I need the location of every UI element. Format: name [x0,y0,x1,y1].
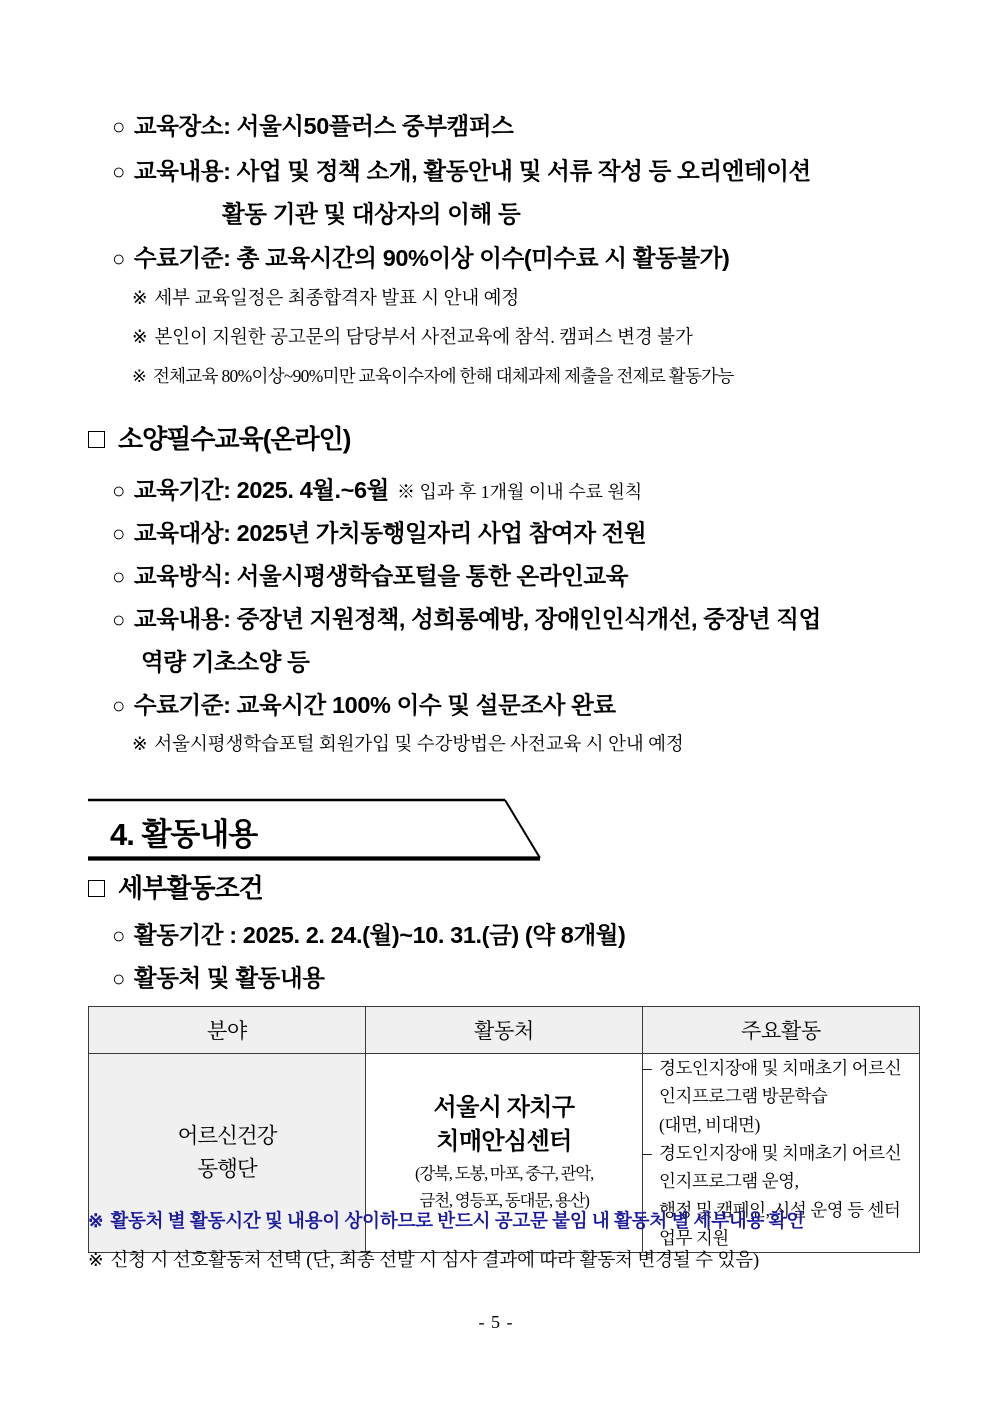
footnote-text: 신청 시 선호활동처 선택 (단, 최종 선발 시 심사 결과에 따라 활동처 변경될 수 있음) [110,1251,760,1271]
circle-bullet-icon: ○ [112,966,125,991]
circle-bullet-icon: ○ [112,923,125,948]
circle-bullet-icon: ○ [112,521,125,546]
cell-place-districts-line2: 금천, 영등포, 동대문, 용산) [419,1191,589,1211]
reference-mark-icon: ※ [132,289,148,309]
note-text: 서울시평생학습포털 회원가입 및 수강방법은 사전교육 시 안내 예정 [154,735,684,755]
note-text: 세부 교육일정은 최종합격자 발표 시 안내 예정 [154,289,520,309]
circle-bullet-icon: ○ [112,246,125,271]
bullet-inline-note: ※ 입과 후 1개월 이내 수료 원칙 [396,482,643,502]
page-number: - 5 - [478,1312,514,1332]
section-heading-label: 세부활동조건 [118,873,263,903]
table-header-row [89,1007,920,1054]
note-campus-change [132,329,693,348]
note-text: 본인이 지원한 공고문의 담당부서 사전교육에 참석. 캠퍼스 변경 불가 [154,328,693,348]
bullet-online-period [112,479,642,503]
bullet-completion-standard [112,247,729,271]
dash-bullet-icon: – [643,1143,652,1164]
reference-mark-icon: ※ [88,1212,104,1232]
square-box-icon [88,431,105,448]
activity-item-line1: 경도인지장애 및 치매초기 어르신 인지프로그램 운영, [659,1143,902,1192]
dash-bullet-icon: – [643,1058,652,1078]
reference-mark-icon: ※ [132,366,146,386]
activity-item-line2: (대면, 비대면) [659,1114,760,1135]
bullet-text: 교육내용: 사업 및 정책 소개, 활동안내 및 서류 작성 등 오리엔테이션 [133,158,811,184]
activity-table-head [89,1007,920,1054]
bullet-online-method [112,565,628,589]
section-banner-activity-content [88,798,548,860]
activity-item-line1: 경도인지장애 및 치매초기 어르신 인지프로그램 방문학습 [659,1058,902,1107]
bullet-text: 교육방식: 서울시평생학습포털을 통한 온라인교육 [133,563,629,589]
bullet-text: 교육기간: 2025. 4월.~6월 [133,477,389,503]
square-box-icon [88,880,105,897]
bullet-online-content [112,608,821,632]
section-heading-detail-conditions [88,875,263,901]
note-alternative-task [132,368,734,386]
activity-item [643,1139,919,1252]
banner-title: 4. 활동내용 [110,817,258,852]
cell-field-line1: 어르신건강 [177,1123,277,1148]
activity-item-text [659,1139,919,1252]
column-header-field: 분야 [89,1007,366,1054]
cell-place-title-line1: 서울시 자치구 [433,1095,575,1122]
reference-mark-icon: ※ [132,735,148,755]
circle-bullet-icon: ○ [112,159,125,184]
note-detail-schedule [132,290,519,309]
bullet-text: 교육내용: 중장년 지원정책, 성희롱예방, 장애인인식개선, 중장년 직업 [133,606,821,632]
reference-mark-icon: ※ [88,1251,104,1271]
bullet-text: 활동처 및 활동내용 [133,965,325,991]
section-heading-online-training [88,426,350,452]
bullet-online-target [112,522,646,546]
bullet-text: 활동기간 : 2025. 2. 24.(월)~10. 31.(금) (약 8개월) [133,922,626,948]
bullet-activity-period [112,924,626,948]
bullet-online-completion [112,694,616,718]
bullet-edu-location [112,115,513,139]
bullet-text: 활동 기관 및 대상자의 이해 등 [222,201,521,227]
circle-bullet-icon: ○ [112,478,125,503]
cell-field-line2: 동행단 [197,1157,257,1182]
footnote-text: 활동처 별 활동시간 및 내용이 상이하므로 반드시 공고문 붙임 내 활동처 별 세부내용 확인 [110,1212,804,1232]
circle-bullet-icon: ○ [112,693,125,718]
cell-place-title-line2: 치매안심센터 [436,1129,572,1156]
activity-item-line2: 행정 및 캠페인, 시설 운영 등 센터 업무 지원 [659,1199,901,1249]
activity-item-text [659,1054,919,1139]
footnote-preferred-place [88,1252,759,1271]
circle-bullet-icon: ○ [112,564,125,589]
circle-bullet-icon: ○ [112,114,125,139]
column-header-activities: 주요활동 [643,1007,920,1054]
bullet-edu-content-line2 [222,203,520,227]
bullet-activity-place [112,967,325,991]
section-heading-label: 소양필수교육(온라인) [118,424,351,454]
activity-item [643,1054,919,1139]
bullet-text: 수료기준: 교육시간 100% 이수 및 설문조사 완료 [133,692,616,718]
bullet-text: 교육장소: 서울시50플러스 중부캠퍼스 [133,113,514,139]
bullet-edu-content [112,160,811,184]
cell-place-districts-line1: (강북, 도봉, 마포, 중구, 관악, [414,1163,593,1183]
bullet-text: 수료기준: 총 교육시간의 90%이상 이수(미수료 시 활동불가) [133,245,730,271]
note-portal-signup [132,736,684,755]
bullet-text: 역량 기초소양 등 [141,649,310,675]
bullet-text: 교육대상: 2025년 가치동행일자리 사업 참여자 전원 [133,520,647,546]
circle-bullet-icon: ○ [112,607,125,632]
footnote-activity-hours [88,1213,804,1232]
column-header-place: 활동처 [366,1007,643,1054]
note-text: 전체교육 80%이상~90%미만 교육이수자에 한해 대체과제 제출을 전제로 활동가능 [152,366,734,386]
reference-mark-icon: ※ [132,328,148,348]
bullet-online-content-line2 [141,651,309,675]
